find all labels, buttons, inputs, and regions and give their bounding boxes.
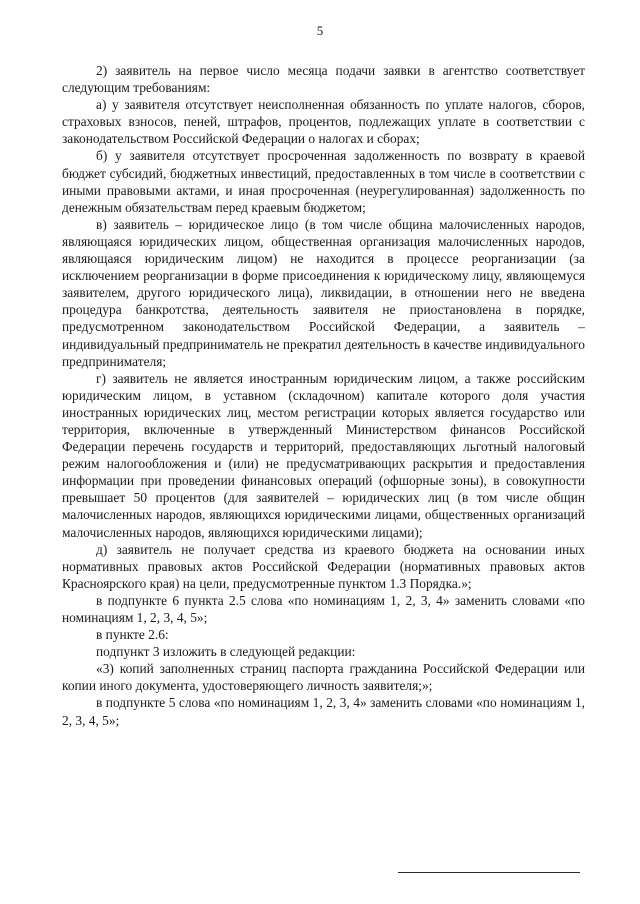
paragraph-item-a: а) у заявителя отсутствует неисполненная обязанность по уплате налогов, сборов, страховых взносов, пеней, штрафов, процентов, подлежащих уплате в соответствии с законодательством Российской Федерации о налогах и сборах; xyxy=(62,97,585,147)
paragraph-item-b: б) у заявителя отсутствует просроченная задолженность по возврату в краевой бюджет субсидий, бюджетных инвестиций, предоставленных в том числе в соответствии с иными правовыми актами, и иная просроченная (неурегулированная) задолженность по денежным обязательствам перед краевым бюджетом; xyxy=(62,148,585,215)
paragraph-subpoint-3-text: «3) копий заполненных страниц паспорта гражданина Российской Федерации или копии иного документа, удостоверяющего личность заявителя;»; xyxy=(62,661,585,694)
paragraph-requirements-intro: 2) заявитель на первое число месяца подачи заявки в агентство соответствует следующим требованиям: xyxy=(62,63,585,96)
paragraph-item-v: в) заявитель – юридическое лицо (в том числе община малочисленных народов, являющаяся юридических лицом, общественная организация малочисленных народов, являющаяся юридическим лицом) не находится в процессе реорганизации (за исключением реорганизации в форме присоединения к юридическому лицу, являющемуся заявителем, другого юридического лица), ликвидации, в отношении него не введена процедура банкротства, деятельность заявителя не приостановлена в порядке, предусмотренном законодательством Российской Федерации, а заявитель – индивидуальный предприниматель не прекратил деятельность в качестве индивидуального предпринимателя; xyxy=(62,216,585,369)
paragraph-point-2-6: в пункте 2.6: xyxy=(96,627,169,643)
document-body xyxy=(62,62,585,729)
paragraph-subpoint-3-heading: подпункт 3 изложить в следующей редакции: xyxy=(96,644,356,660)
page-number: 5 xyxy=(316,23,324,38)
footer-divider xyxy=(398,872,580,873)
paragraph-amend-2-5: в подпункте 6 пункта 2.5 слова «по номинациям 1, 2, 3, 4» заменить словами «по номинациям 1, 2, 3, 4, 5»; xyxy=(62,592,585,625)
paragraph-item-d: д) заявитель не получает средства из краевого бюджета на основании иных нормативных правовых актов Российской Федерации (нормативных правовых актов Красноярского края) на цели, предусмотренные пунктом 1.3 Порядка.»; xyxy=(62,541,585,591)
paragraph-amend-subpoint-5: в подпункте 5 слова «по номинациям 1, 2, 3, 4» заменить словами «по номинациям 1, 2, 3, 4, 5»; xyxy=(62,695,585,728)
paragraph-item-g: г) заявитель не является иностранным юридическим лицом, а также российским юридическим лицом, в уставном (складочном) капитале которого доля участия иностранных юридических лиц, местом регистрации которых является государство или территория, включенные в утвержденный Министерством финансов Российской Федерации перечень государств и территорий, предоставляющих льготный налоговый режим налогообложения и (или) не предусматривающих раскрытия и предоставления информации при проведении финансовых операций (офшорные зоны), в совокупности превышает 50 процентов (для заявителей – юридических лиц (в том числе общин малочисленных народов, являющихся юридическими лицами, общественных организаций малочисленных народов, являющихся юридическими лицами); xyxy=(62,370,585,540)
